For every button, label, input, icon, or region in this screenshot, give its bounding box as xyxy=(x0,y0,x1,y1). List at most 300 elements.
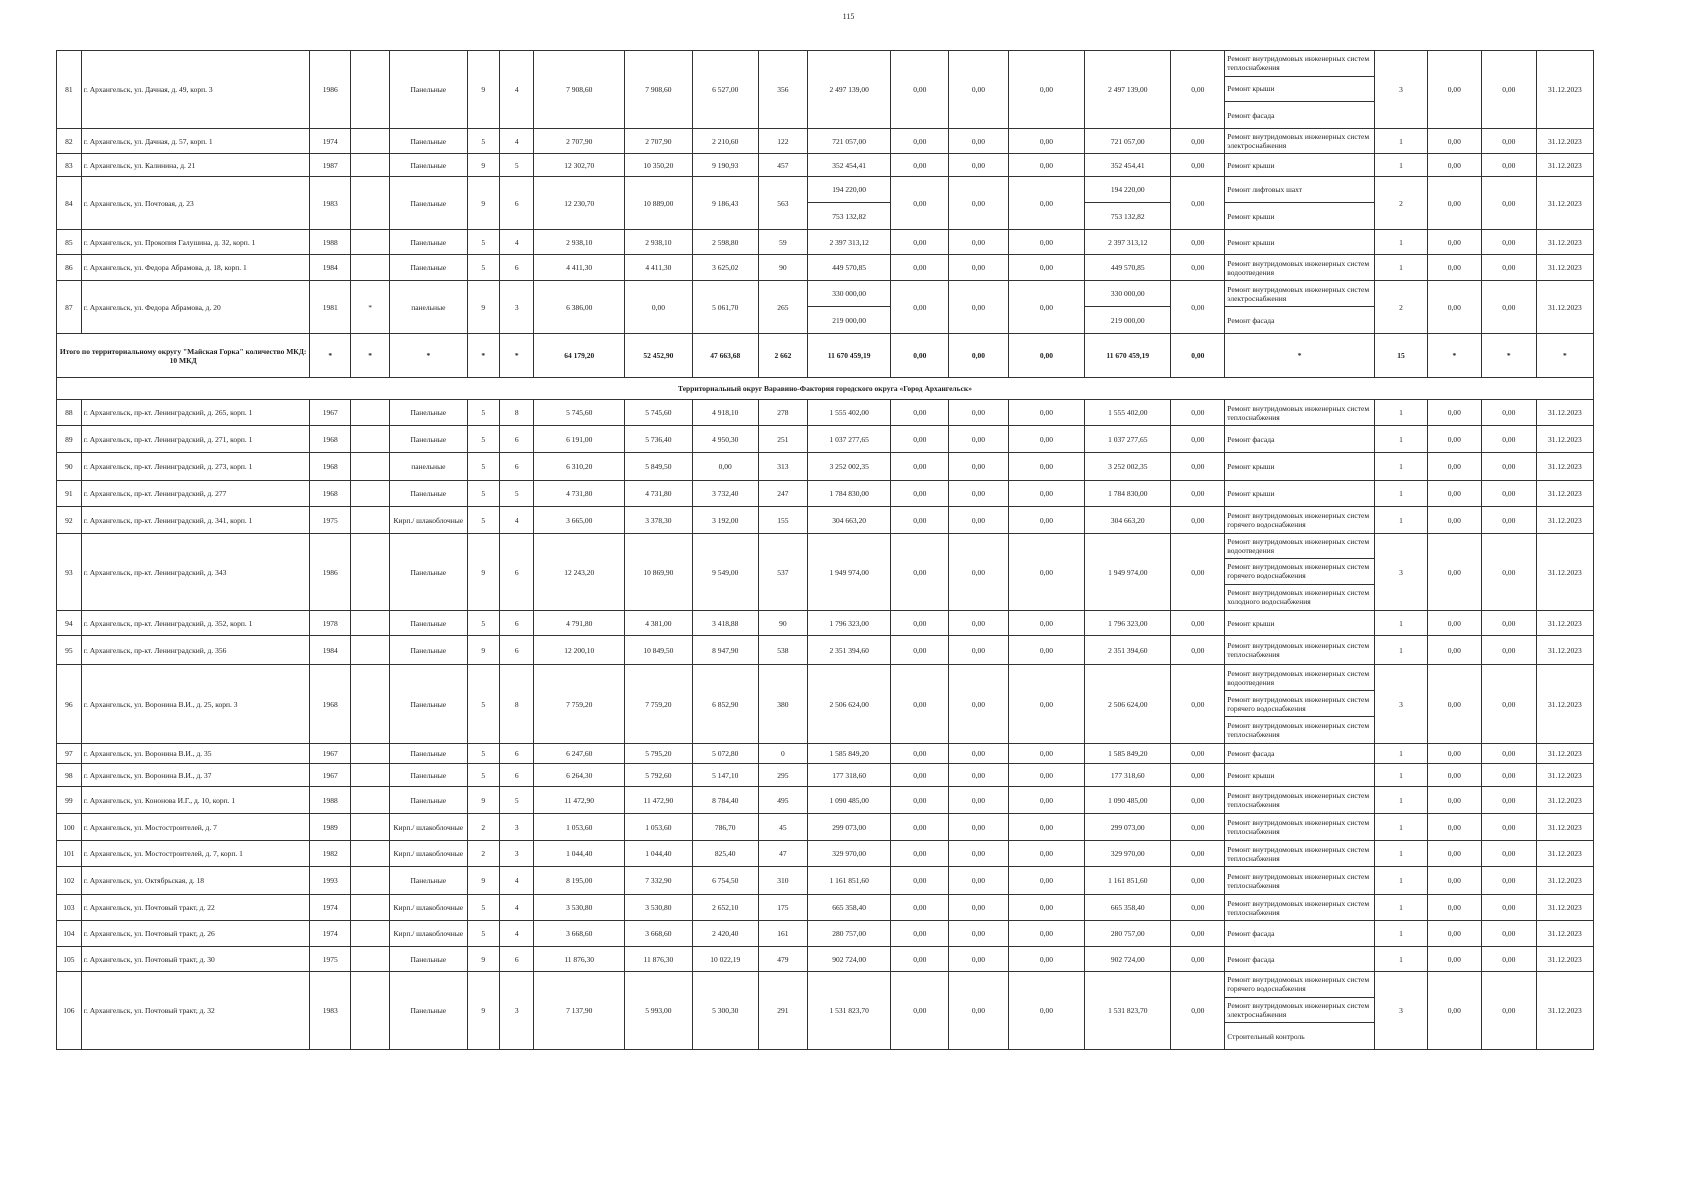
year-cell: 1968 xyxy=(310,481,351,507)
address-cell: г. Архангельск, пр-кт. Ленинградский, д. 277 xyxy=(81,481,310,507)
regional-budget-cell: 0,00 xyxy=(949,400,1008,426)
address-cell: г. Архангельск, пр-кт. Ленинградский, д. 341, корп. 1 xyxy=(81,507,310,534)
mark-cell xyxy=(351,921,390,947)
year-cell: 1967 xyxy=(310,400,351,426)
limit-cost-cell: 0,00 xyxy=(1481,230,1536,255)
residents-cell: 313 xyxy=(758,453,808,481)
fund-cell: 0,00 xyxy=(891,154,949,177)
fund-cell: 0,00 xyxy=(891,51,949,129)
local-budget-cell: 0,00 xyxy=(1008,154,1085,177)
works-count-cell: 1 xyxy=(1375,255,1428,281)
floors-cell: 2 xyxy=(467,841,499,867)
cost-total-cell-part: 330 000,00 xyxy=(808,281,890,307)
mark-cell xyxy=(351,814,390,841)
cost-total-cell xyxy=(808,744,891,764)
entrances-cell: 6 xyxy=(499,947,533,972)
deadline-cell: 31.12.2023 xyxy=(1536,177,1593,230)
wall-material-cell: Панельные xyxy=(390,764,468,787)
total-cost-cell: 11 670 459,19 xyxy=(808,334,891,378)
cost-total-cell-part: 665 358,40 xyxy=(832,903,867,912)
owners-funds-cell xyxy=(1085,481,1171,507)
owners-funds-cell xyxy=(1085,129,1171,154)
premises-area-cell: 4 381,00 xyxy=(624,611,692,636)
owners-funds-cell xyxy=(1085,281,1171,334)
local-budget-cell: 0,00 xyxy=(1008,129,1085,154)
year-cell: 1988 xyxy=(310,230,351,255)
work-item: Ремонт внутридомовых инженерных систем теплоснабжения xyxy=(1227,818,1370,836)
local-budget-cell: 0,00 xyxy=(1008,895,1085,921)
owners-funds-cell-part: 304 663,20 xyxy=(1110,515,1145,525)
fund-cell: 0,00 xyxy=(891,507,949,534)
total-u1-cell: * xyxy=(1427,334,1481,378)
deadline-cell: 31.12.2023 xyxy=(1536,867,1593,895)
deadline-cell: 31.12.2023 xyxy=(1536,281,1593,334)
cost-total-cell-part: 2 351 394,60 xyxy=(829,645,869,655)
unit-cost-cell: 0,00 xyxy=(1427,787,1481,814)
row-number: 106 xyxy=(57,972,82,1050)
table-row xyxy=(57,611,1594,636)
works-cell xyxy=(1225,611,1375,636)
local-budget-cell: 0,00 xyxy=(1008,281,1085,334)
wall-material-cell: Панельные xyxy=(390,51,468,129)
work-item: Ремонт фасада xyxy=(1227,110,1275,120)
address-cell: г. Архангельск, ул. Мостостроителей, д. 7 xyxy=(81,814,310,841)
mark-cell xyxy=(351,867,390,895)
premises-area-cell: 2 938,10 xyxy=(624,230,692,255)
wall-material-cell: Панельные xyxy=(390,481,468,507)
residential-area-cell: 9 186,43 xyxy=(692,177,758,230)
year-cell: 1974 xyxy=(310,895,351,921)
cost-total-cell xyxy=(808,177,891,230)
other-funds-cell: 0,00 xyxy=(1171,177,1225,230)
row-number: 105 xyxy=(57,947,82,972)
row-number: 82 xyxy=(57,129,82,154)
cost-total-cell-part: 1 784 830,00 xyxy=(829,489,869,498)
wall-material-cell: Кирп./ шлакоблочные xyxy=(390,921,468,947)
table-row xyxy=(57,867,1594,895)
residents-cell: 495 xyxy=(758,787,808,814)
residential-area-cell: 9 190,93 xyxy=(692,154,758,177)
cost-total-cell-part: 2 497 139,00 xyxy=(829,85,869,94)
cost-total-cell-part: 1 949 974,00 xyxy=(829,567,869,577)
deadline-cell: 31.12.2023 xyxy=(1536,129,1593,154)
works-cell xyxy=(1225,636,1375,665)
cost-total-cell-part: 304 663,20 xyxy=(832,515,867,525)
deadline-cell: 31.12.2023 xyxy=(1536,453,1593,481)
total-area-cell: 7 137,90 xyxy=(534,972,625,1050)
owners-funds-cell-part: 1 037 277,65 xyxy=(1108,434,1148,444)
regional-budget-cell: 0,00 xyxy=(949,895,1008,921)
local-budget-cell: 0,00 xyxy=(1008,453,1085,481)
residential-area-cell: 0,00 xyxy=(692,453,758,481)
owners-funds-cell xyxy=(1085,154,1171,177)
local-budget-cell: 0,00 xyxy=(1008,507,1085,534)
address-cell: г. Архангельск, ул. Федора Абрамова, д. 18, корп. 1 xyxy=(81,255,310,281)
cost-total-cell xyxy=(808,129,891,154)
other-funds-cell: 0,00 xyxy=(1171,764,1225,787)
other-funds-cell: 0,00 xyxy=(1171,947,1225,972)
works-cell xyxy=(1225,895,1375,921)
residential-area-cell: 2 598,80 xyxy=(692,230,758,255)
wall-material-cell: Панельные xyxy=(390,972,468,1050)
deadline-cell: 31.12.2023 xyxy=(1536,921,1593,947)
deadline-cell: 31.12.2023 xyxy=(1536,636,1593,665)
residential-area-cell: 8 784,40 xyxy=(692,787,758,814)
unit-cost-cell: 0,00 xyxy=(1427,921,1481,947)
total-mark-cell: * xyxy=(351,334,390,378)
fund-cell: 0,00 xyxy=(891,867,949,895)
premises-area-cell: 5 736,40 xyxy=(624,426,692,453)
works-cell xyxy=(1225,426,1375,453)
table-row xyxy=(57,255,1594,281)
table-row xyxy=(57,154,1594,177)
total-u2-cell: * xyxy=(1481,334,1536,378)
works-cell xyxy=(1225,867,1375,895)
work-item: Ремонт крыши xyxy=(1227,489,1275,498)
residents-cell: 90 xyxy=(758,255,808,281)
residents-cell: 291 xyxy=(758,972,808,1050)
work-item: Ремонт внутридомовых инженерных систем теплоснабжения xyxy=(1227,898,1370,917)
regional-budget-cell: 0,00 xyxy=(949,507,1008,534)
unit-cost-cell: 0,00 xyxy=(1427,841,1481,867)
mark-cell xyxy=(351,636,390,665)
floors-cell: 5 xyxy=(467,507,499,534)
total-area-cell: 1 044,40 xyxy=(534,841,625,867)
residential-area-cell: 2 652,10 xyxy=(692,895,758,921)
residential-area-cell: 2 210,60 xyxy=(692,129,758,154)
fund-cell: 0,00 xyxy=(891,453,949,481)
premises-area-cell: 7 908,60 xyxy=(624,51,692,129)
address-cell: г. Архангельск, ул. Воронина В.И., д. 25, корп. 3 xyxy=(81,665,310,744)
works-cell xyxy=(1225,281,1375,334)
entrances-cell: 4 xyxy=(499,507,533,534)
table-row xyxy=(57,841,1594,867)
unit-cost-cell: 0,00 xyxy=(1427,230,1481,255)
entrances-cell: 6 xyxy=(499,177,533,230)
fund-cell: 0,00 xyxy=(891,895,949,921)
limit-cost-cell: 0,00 xyxy=(1481,507,1536,534)
limit-cost-cell: 0,00 xyxy=(1481,400,1536,426)
address-cell: г. Архангельск, пр-кт. Ленинградский, д. 356 xyxy=(81,636,310,665)
total-c4-cell: 11 670 459,19 xyxy=(1085,334,1171,378)
address-cell: г. Архангельск, ул. Почтовый тракт, д. 32 xyxy=(81,972,310,1050)
cost-total-cell xyxy=(808,636,891,665)
cost-total-cell-part: 1 531 823,70 xyxy=(829,1006,869,1015)
mark-cell xyxy=(351,534,390,611)
unit-cost-cell: 0,00 xyxy=(1427,814,1481,841)
deadline-cell: 31.12.2023 xyxy=(1536,764,1593,787)
premises-area-cell: 4 731,80 xyxy=(624,481,692,507)
total-area-cell: 6 247,60 xyxy=(534,744,625,764)
mark-cell xyxy=(351,129,390,154)
work-item: Ремонт внутридомовых инженерных систем теплоснабжения xyxy=(1225,51,1374,77)
unit-cost-cell: 0,00 xyxy=(1427,947,1481,972)
owners-funds-cell-part: 177 318,60 xyxy=(1110,770,1145,780)
fund-cell: 0,00 xyxy=(891,281,949,334)
deadline-cell: 31.12.2023 xyxy=(1536,154,1593,177)
year-cell: 1983 xyxy=(310,177,351,230)
mark-cell xyxy=(351,947,390,972)
works-cell xyxy=(1225,129,1375,154)
work-item: Ремонт фасада xyxy=(1227,749,1275,758)
deadline-cell: 31.12.2023 xyxy=(1536,895,1593,921)
total-area-cell: 4 731,80 xyxy=(534,481,625,507)
row-number: 91 xyxy=(57,481,82,507)
entrances-cell: 3 xyxy=(499,972,533,1050)
address-cell: г. Архангельск, ул. Воронина В.И., д. 35 xyxy=(81,744,310,764)
unit-cost-cell: 0,00 xyxy=(1427,177,1481,230)
deadline-cell: 31.12.2023 xyxy=(1536,744,1593,764)
residential-area-cell: 2 420,40 xyxy=(692,921,758,947)
residential-area-cell: 9 549,00 xyxy=(692,534,758,611)
cost-total-cell-part: 194 220,00 xyxy=(808,177,890,203)
regional-budget-cell: 0,00 xyxy=(949,426,1008,453)
work-item: Ремонт внутридомовых инженерных систем горячего водоснабжения xyxy=(1225,972,1374,998)
local-budget-cell: 0,00 xyxy=(1008,867,1085,895)
entrances-cell: 4 xyxy=(499,895,533,921)
cost-total-cell xyxy=(808,453,891,481)
limit-cost-cell: 0,00 xyxy=(1481,154,1536,177)
total-works-cell: * xyxy=(1225,334,1375,378)
owners-funds-cell-part: 753 132,82 xyxy=(1110,211,1145,221)
total-area-cell: 6 310,20 xyxy=(534,453,625,481)
wall-material-cell: Панельные xyxy=(390,867,468,895)
fund-cell: 0,00 xyxy=(891,787,949,814)
address-cell: г. Архангельск, ул. Октябрьская, д. 18 xyxy=(81,867,310,895)
local-budget-cell: 0,00 xyxy=(1008,400,1085,426)
owners-funds-cell-part: 1 784 830,00 xyxy=(1108,489,1148,498)
cost-total-cell-part: 1 090 485,00 xyxy=(829,795,869,805)
address-cell: г. Архангельск, пр-кт. Ленинградский, д. 352, корп. 1 xyxy=(81,611,310,636)
year-cell: 1983 xyxy=(310,972,351,1050)
premises-area-cell: 5 795,20 xyxy=(624,744,692,764)
local-budget-cell: 0,00 xyxy=(1008,665,1085,744)
owners-funds-cell xyxy=(1085,611,1171,636)
year-cell: 1978 xyxy=(310,611,351,636)
local-budget-cell: 0,00 xyxy=(1008,611,1085,636)
owners-funds-cell xyxy=(1085,453,1171,481)
total-residents-cell: 2 662 xyxy=(758,334,808,378)
fund-cell: 0,00 xyxy=(891,764,949,787)
cost-total-cell xyxy=(808,400,891,426)
mark-cell xyxy=(351,744,390,764)
work-item: Ремонт внутридомовых инженерных систем водоотведения xyxy=(1225,534,1374,559)
owners-funds-cell xyxy=(1085,921,1171,947)
table-row xyxy=(57,400,1594,426)
entrances-cell: 3 xyxy=(499,814,533,841)
unit-cost-cell: 0,00 xyxy=(1427,255,1481,281)
local-budget-cell: 0,00 xyxy=(1008,787,1085,814)
cost-total-cell xyxy=(808,895,891,921)
row-number: 95 xyxy=(57,636,82,665)
works-count-cell: 1 xyxy=(1375,481,1428,507)
deadline-cell: 31.12.2023 xyxy=(1536,787,1593,814)
wall-material-cell: Панельные xyxy=(390,636,468,665)
deadline-cell: 31.12.2023 xyxy=(1536,507,1593,534)
cost-total-cell-part: 299 073,00 xyxy=(832,822,867,832)
regional-budget-cell: 0,00 xyxy=(949,534,1008,611)
table-row xyxy=(57,51,1594,129)
floors-cell: 5 xyxy=(467,255,499,281)
work-item: Ремонт внутридомовых инженерных систем горячего водоснабжения xyxy=(1225,691,1374,717)
cost-total-cell xyxy=(808,281,891,334)
mark-cell xyxy=(351,255,390,281)
cost-total-cell xyxy=(808,611,891,636)
cost-total-cell-part: 2 506 624,00 xyxy=(829,699,869,709)
works-cell xyxy=(1225,972,1375,1050)
limit-cost-cell: 0,00 xyxy=(1481,611,1536,636)
cost-total-cell xyxy=(808,230,891,255)
local-budget-cell: 0,00 xyxy=(1008,947,1085,972)
mark-cell xyxy=(351,611,390,636)
year-cell: 1986 xyxy=(310,51,351,129)
entrances-cell: 8 xyxy=(499,400,533,426)
owners-funds-cell xyxy=(1085,177,1171,230)
residential-area-cell: 3 732,40 xyxy=(692,481,758,507)
works-cell xyxy=(1225,507,1375,534)
row-number: 83 xyxy=(57,154,82,177)
total-c2-cell: 0,00 xyxy=(949,334,1008,378)
entrances-cell: 6 xyxy=(499,744,533,764)
regional-budget-cell: 0,00 xyxy=(949,636,1008,665)
work-item: Ремонт крыши xyxy=(1227,618,1275,628)
entrances-cell: 5 xyxy=(499,481,533,507)
address-cell: г. Архангельск, пр-кт. Ленинградский, д. 273, корп. 1 xyxy=(81,453,310,481)
year-cell: 1967 xyxy=(310,764,351,787)
mark-cell xyxy=(351,230,390,255)
cost-total-cell-part: 1 585 849,20 xyxy=(829,749,869,758)
owners-funds-cell-part: 1 949 974,00 xyxy=(1108,567,1148,577)
table-row xyxy=(57,534,1594,611)
total-wcount-cell: 15 xyxy=(1375,334,1428,378)
total-area-cell: 4 411,30 xyxy=(534,255,625,281)
row-number: 104 xyxy=(57,921,82,947)
address-cell: г. Архангельск, ул. Почтовая, д. 23 xyxy=(81,177,310,230)
regional-budget-cell: 0,00 xyxy=(949,51,1008,129)
total-area-cell: 3 668,60 xyxy=(534,921,625,947)
mark-cell xyxy=(351,787,390,814)
owners-funds-cell-part: 2 397 313,12 xyxy=(1108,237,1148,247)
local-budget-cell: 0,00 xyxy=(1008,841,1085,867)
unit-cost-cell: 0,00 xyxy=(1427,281,1481,334)
premises-area-cell: 1 044,40 xyxy=(624,841,692,867)
cost-total-cell-part: 352 454,41 xyxy=(832,160,867,170)
fund-cell: 0,00 xyxy=(891,230,949,255)
deadline-cell: 31.12.2023 xyxy=(1536,426,1593,453)
fund-cell: 0,00 xyxy=(891,177,949,230)
floors-cell: 9 xyxy=(467,947,499,972)
row-number: 88 xyxy=(57,400,82,426)
owners-funds-cell-part: 449 570,85 xyxy=(1110,263,1145,272)
total-floors-cell: * xyxy=(467,334,499,378)
local-budget-cell: 0,00 xyxy=(1008,426,1085,453)
owners-funds-cell-part: 1 090 485,00 xyxy=(1108,795,1148,805)
residential-area-cell: 6 527,00 xyxy=(692,51,758,129)
owners-funds-cell-part: 1 796 323,00 xyxy=(1108,618,1148,628)
row-number: 84 xyxy=(57,177,82,230)
total-area-all-cell: 52 452,90 xyxy=(624,334,692,378)
residential-area-cell: 10 022,19 xyxy=(692,947,758,972)
regional-budget-cell: 0,00 xyxy=(949,921,1008,947)
works-cell xyxy=(1225,453,1375,481)
total-c5-cell: 0,00 xyxy=(1171,334,1225,378)
row-number: 86 xyxy=(57,255,82,281)
fund-cell: 0,00 xyxy=(891,534,949,611)
owners-funds-cell-part: 721 057,00 xyxy=(1110,136,1145,146)
premises-area-cell: 11 472,90 xyxy=(624,787,692,814)
table-row xyxy=(57,636,1594,665)
total-label: Итого по территориальному округу "Майская Горка" количество МКД: 10 МКД xyxy=(57,334,310,378)
unit-cost-cell: 0,00 xyxy=(1427,867,1481,895)
regional-budget-cell: 0,00 xyxy=(949,744,1008,764)
residential-area-cell: 5 072,80 xyxy=(692,744,758,764)
limit-cost-cell: 0,00 xyxy=(1481,764,1536,787)
residents-cell: 45 xyxy=(758,814,808,841)
unit-cost-cell: 0,00 xyxy=(1427,636,1481,665)
total-area-res-cell: 47 663,68 xyxy=(692,334,758,378)
address-cell: г. Архангельск, ул. Кононова И.Г., д. 10, корп. 1 xyxy=(81,787,310,814)
floors-cell: 9 xyxy=(467,636,499,665)
table-row xyxy=(57,947,1594,972)
floors-cell: 5 xyxy=(467,400,499,426)
unit-cost-cell: 0,00 xyxy=(1427,744,1481,764)
table-row xyxy=(57,895,1594,921)
limit-cost-cell: 0,00 xyxy=(1481,665,1536,744)
total-year-cell: * xyxy=(310,334,351,378)
residents-cell: 247 xyxy=(758,481,808,507)
limit-cost-cell: 0,00 xyxy=(1481,426,1536,453)
fund-cell: 0,00 xyxy=(891,744,949,764)
deadline-cell: 31.12.2023 xyxy=(1536,255,1593,281)
year-cell: 1967 xyxy=(310,744,351,764)
cost-total-cell xyxy=(808,921,891,947)
fund-cell: 0,00 xyxy=(891,255,949,281)
total-area-cell: 2 707,90 xyxy=(534,129,625,154)
unit-cost-cell: 0,00 xyxy=(1427,154,1481,177)
residents-cell: 356 xyxy=(758,51,808,129)
other-funds-cell: 0,00 xyxy=(1171,787,1225,814)
limit-cost-cell: 0,00 xyxy=(1481,787,1536,814)
owners-funds-cell xyxy=(1085,255,1171,281)
owners-funds-cell xyxy=(1085,51,1171,129)
other-funds-cell: 0,00 xyxy=(1171,426,1225,453)
fund-cell: 0,00 xyxy=(891,665,949,744)
limit-cost-cell: 0,00 xyxy=(1481,534,1536,611)
residents-cell: 265 xyxy=(758,281,808,334)
section-title: Территориальный округ Варавино-Фактория городского округа «Город Архангельск» xyxy=(57,378,1594,400)
premises-area-cell: 1 053,60 xyxy=(624,814,692,841)
owners-funds-cell-part: 280 757,00 xyxy=(1110,929,1145,938)
other-funds-cell: 0,00 xyxy=(1171,481,1225,507)
owners-funds-cell-part: 2 506 624,00 xyxy=(1108,699,1148,709)
works-count-cell: 1 xyxy=(1375,507,1428,534)
year-cell: 1968 xyxy=(310,426,351,453)
row-number: 87 xyxy=(57,281,82,334)
total-area-cell: 6 386,00 xyxy=(534,281,625,334)
works-count-cell: 3 xyxy=(1375,972,1428,1050)
residents-cell: 457 xyxy=(758,154,808,177)
entrances-cell: 6 xyxy=(499,534,533,611)
table-row xyxy=(57,921,1594,947)
owners-funds-cell xyxy=(1085,534,1171,611)
work-item: Ремонт внутридомовых инженерных систем электроснабжения xyxy=(1225,281,1374,307)
residents-cell: 47 xyxy=(758,841,808,867)
works-cell xyxy=(1225,177,1375,230)
local-budget-cell: 0,00 xyxy=(1008,534,1085,611)
residents-cell: 122 xyxy=(758,129,808,154)
row-number: 100 xyxy=(57,814,82,841)
cost-total-cell xyxy=(808,947,891,972)
